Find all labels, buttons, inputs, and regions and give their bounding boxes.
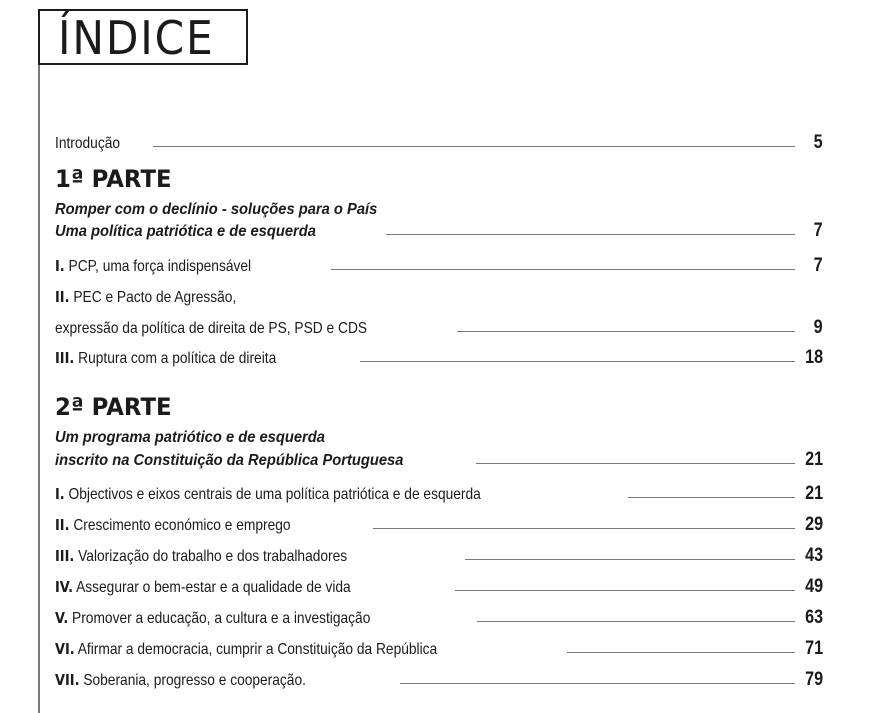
page-number: 29 bbox=[805, 514, 823, 535]
toc-entry-part1-subtitle[interactable] bbox=[55, 219, 823, 241]
toc-entry-part2-II[interactable] bbox=[55, 513, 823, 535]
roman-numeral: I. bbox=[55, 257, 65, 275]
leader-line bbox=[373, 528, 795, 529]
toc-entry-part2-III[interactable] bbox=[55, 544, 823, 566]
title-box bbox=[38, 9, 248, 65]
toc-entry-part2-V[interactable] bbox=[55, 606, 823, 628]
leader-line bbox=[465, 559, 795, 560]
page-number: 49 bbox=[805, 576, 823, 597]
toc-label: Introdução bbox=[55, 135, 121, 152]
leader-line bbox=[457, 331, 795, 332]
toc-entry-part1-II[interactable] bbox=[55, 316, 823, 338]
page-number: 21 bbox=[805, 483, 823, 504]
roman-numeral: VII. bbox=[55, 671, 80, 689]
page-number: 7 bbox=[814, 220, 823, 241]
leader-line bbox=[628, 497, 795, 498]
toc-entry-intro[interactable] bbox=[55, 131, 823, 153]
roman-numeral: III. bbox=[55, 547, 75, 565]
roman-numeral: I. bbox=[55, 485, 65, 503]
leader-line bbox=[567, 652, 795, 653]
toc-entry-part1-II-line1[interactable] bbox=[55, 285, 823, 307]
leader-line bbox=[153, 146, 795, 147]
page-title: ÍNDICE bbox=[58, 11, 215, 65]
left-margin-rule bbox=[38, 9, 40, 713]
part-2-subtitle-line1: Um programa patriótico e de esquerda bbox=[55, 429, 325, 446]
leader-line bbox=[477, 621, 795, 622]
toc-label: Afirmar a democracia, cumprir a Constituição da República bbox=[77, 641, 438, 658]
leader-line bbox=[455, 590, 795, 591]
page-number: 18 bbox=[805, 347, 823, 368]
toc-entry-part2-IV[interactable] bbox=[55, 575, 823, 597]
leader-line bbox=[476, 463, 795, 464]
toc-label: Promover a educação, a cultura e a investigação bbox=[72, 610, 371, 627]
toc-entry-part2-subtitle[interactable] bbox=[55, 448, 823, 470]
page-number: 9 bbox=[814, 317, 823, 338]
toc-label: Soberania, progresso e cooperação. bbox=[83, 672, 306, 689]
page-number: 63 bbox=[805, 607, 823, 628]
part-1-subtitle-line1: Romper com o declínio - soluções para o País bbox=[55, 201, 378, 218]
toc-entry-part1-III[interactable] bbox=[55, 346, 823, 368]
page-number: 43 bbox=[805, 545, 823, 566]
part-2-heading: 2ª PARTE bbox=[55, 393, 172, 421]
toc-entry-part2-VI[interactable] bbox=[55, 637, 823, 659]
roman-numeral: III. bbox=[55, 349, 75, 367]
roman-numeral: II. bbox=[55, 516, 70, 534]
page-number: 71 bbox=[805, 638, 823, 659]
toc-label: Uma política patriótica e de esquerda bbox=[55, 223, 316, 240]
toc-label: Valorização do trabalho e dos trabalhadores bbox=[78, 548, 348, 565]
toc-entry-part1-I[interactable] bbox=[55, 254, 823, 276]
toc-label: Ruptura com a política de direita bbox=[78, 350, 277, 367]
page-number: 5 bbox=[814, 132, 823, 153]
toc-label: inscrito na Constituição da República Portuguesa bbox=[55, 452, 404, 469]
page-number: 21 bbox=[805, 449, 823, 470]
roman-numeral: II. bbox=[55, 288, 70, 306]
roman-numeral: VI. bbox=[55, 640, 75, 658]
roman-numeral: V. bbox=[55, 609, 69, 627]
toc-label: PEC e Pacto de Agressão, bbox=[73, 289, 237, 306]
leader-line bbox=[400, 683, 795, 684]
leader-line bbox=[386, 234, 795, 235]
leader-line bbox=[360, 361, 795, 362]
leader-line bbox=[331, 269, 795, 270]
toc-label: expressão da política de direita de PS, PSD e CDS bbox=[55, 320, 368, 337]
toc-label: PCP, uma força indispensável bbox=[68, 258, 252, 275]
page-number: 79 bbox=[805, 669, 823, 690]
toc-entry-part2-I[interactable] bbox=[55, 482, 823, 504]
toc-label: Crescimento económico e emprego bbox=[73, 517, 291, 534]
part-1-heading: 1ª PARTE bbox=[55, 165, 172, 193]
toc-label: Assegurar o bem-estar e a qualidade de vida bbox=[76, 579, 351, 596]
roman-numeral: IV. bbox=[55, 578, 74, 596]
toc-entry-part2-VII[interactable] bbox=[55, 668, 823, 690]
toc-label: Objectivos e eixos centrais de uma política patriótica e de esquerda bbox=[68, 486, 481, 503]
page-number: 7 bbox=[814, 255, 823, 276]
